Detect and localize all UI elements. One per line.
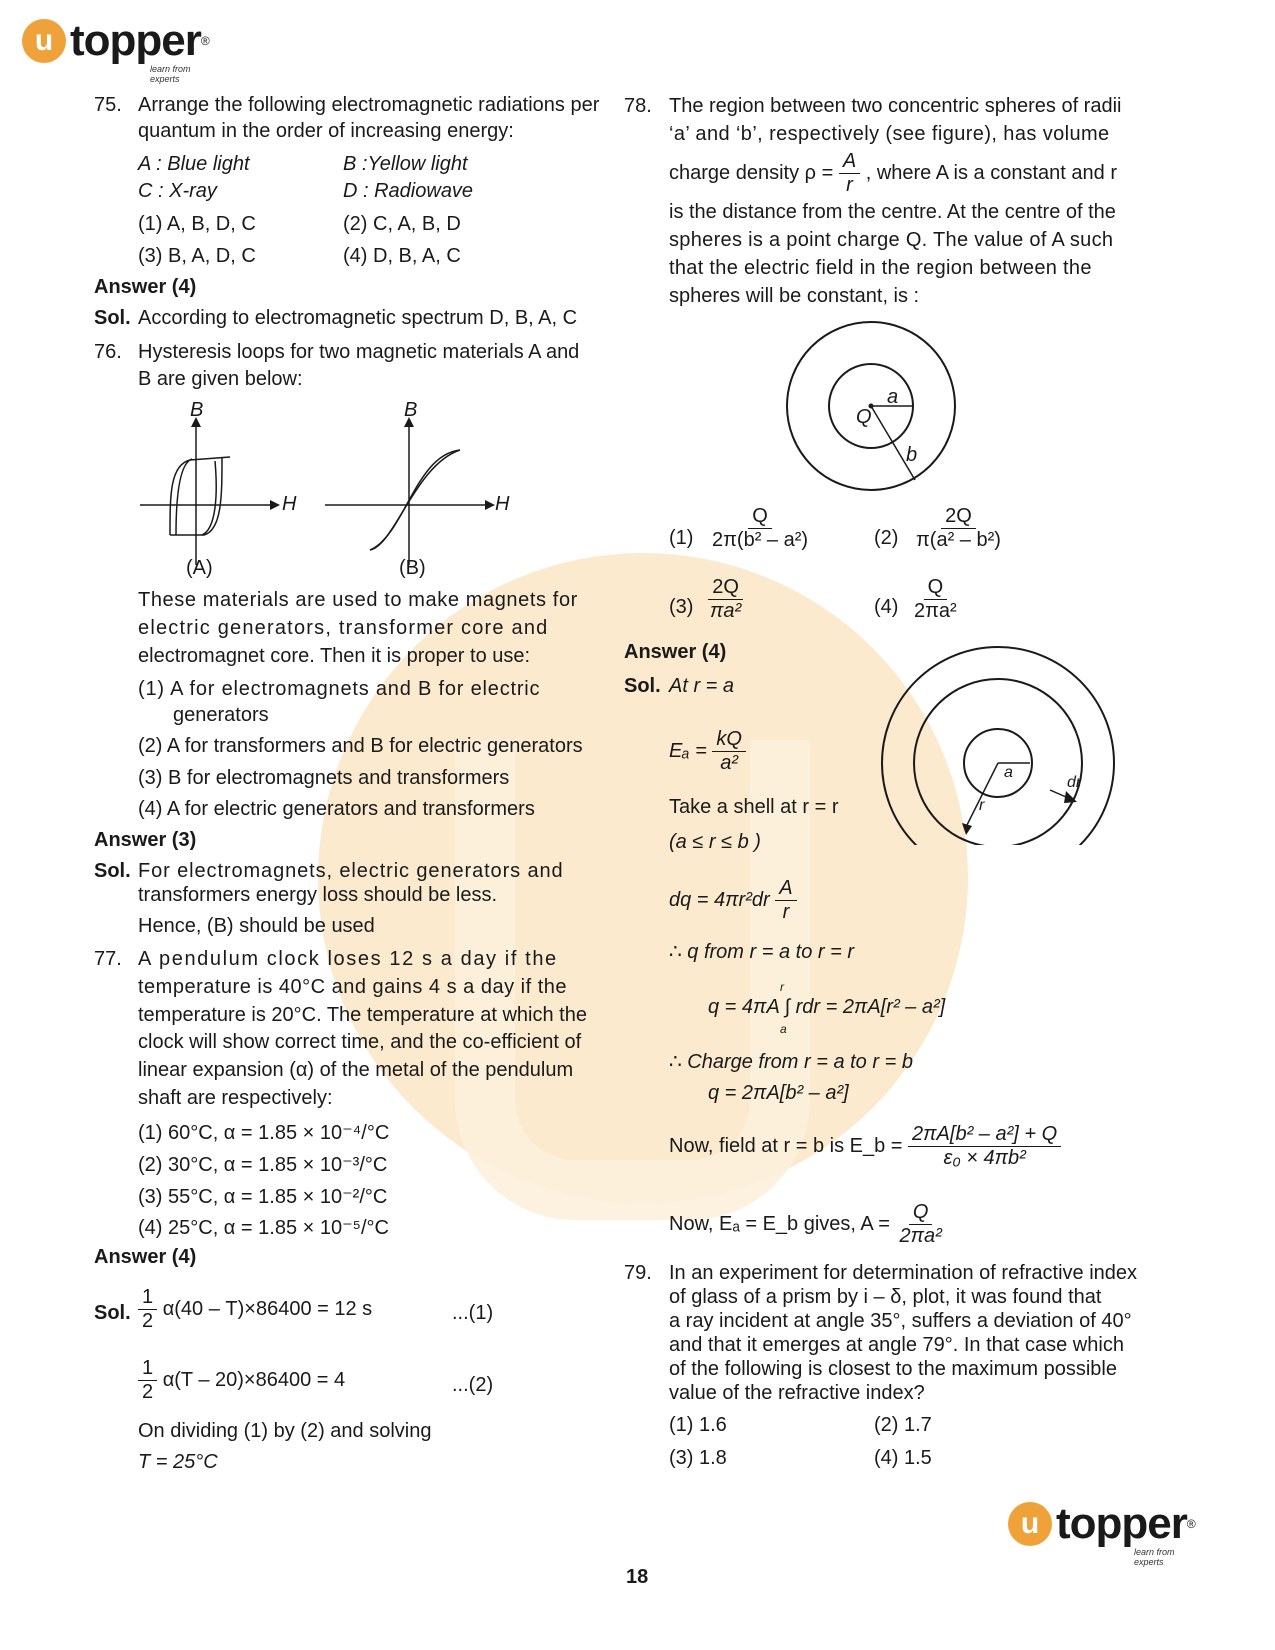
q78-l5: spheres is a point charge Q. The value of A such xyxy=(669,229,1114,251)
q76-option-2: (2) A for transformers and B for electric generators xyxy=(138,735,583,757)
q78-field xyxy=(669,1123,1061,1170)
brand-tagline-bottom: learn from experts xyxy=(1134,1547,1175,1567)
u-icon-bottom: u xyxy=(1008,1502,1052,1546)
loop-a xyxy=(140,417,280,565)
opt4-den: 2πa² xyxy=(914,600,957,622)
q76-text2: B are given below: xyxy=(138,368,303,390)
loop-b-caption: (B) xyxy=(399,557,426,579)
opt4-fraction xyxy=(910,576,961,623)
q78-option-4 xyxy=(910,576,961,623)
concentric-spheres-figure xyxy=(785,320,960,495)
q78-l4: is the distance from the centre. At the centre of the xyxy=(669,201,1116,223)
q75-option-2: (2) C, A, B, D xyxy=(343,213,461,235)
field-num: 2πA[b² – a²] + Q xyxy=(908,1123,1061,1147)
q78-option-4-tag: (4) xyxy=(874,596,899,618)
final-num: Q xyxy=(909,1201,933,1225)
brand-name: topper xyxy=(70,16,201,65)
q78-option-3-tag: (3) xyxy=(669,596,694,618)
q75-sol-label: Sol. xyxy=(94,307,131,329)
rho-fraction xyxy=(839,150,860,197)
dq-fraction xyxy=(775,877,796,924)
q78-therefore2: ∴ Charge from r = a to r = b xyxy=(669,1051,913,1073)
opt3-den: πa² xyxy=(710,600,742,622)
q77-eq2-tag: ...(2) xyxy=(452,1374,494,1396)
shell-figure xyxy=(880,645,1120,845)
topper-logo-top xyxy=(22,16,210,84)
q78-option-2 xyxy=(912,505,1005,552)
fig2-dr-label: dr xyxy=(1067,774,1082,791)
brand-reg: ® xyxy=(200,34,210,48)
fig-a-label: a xyxy=(887,386,899,408)
q75-item-b: B :Yellow light xyxy=(343,153,468,175)
loop-b xyxy=(325,417,495,565)
q77-result: T = 25°C xyxy=(138,1451,218,1473)
q78-dq xyxy=(669,877,797,924)
q77-l5: linear expansion (α) of the metal of the pendulum xyxy=(138,1059,574,1081)
final-lhs: Now, Eₐ = E_b gives, A = xyxy=(669,1212,890,1235)
q76-option-3: (3) B for electromagnets and transformers xyxy=(138,767,510,789)
fig2-a-label: a xyxy=(1004,764,1013,781)
half-num: 1 xyxy=(138,1286,157,1310)
q76-sol1: For electromagnets, electric generators and xyxy=(138,860,564,882)
q76-sol-label: Sol. xyxy=(94,860,131,882)
q79-l1: In an experiment for determination of refractive index xyxy=(669,1262,1138,1284)
q78-range: (a ≤ r ≤ b ) xyxy=(669,831,761,853)
q75-option-4: (4) D, B, A, C xyxy=(343,245,461,267)
q75-number: 75. xyxy=(94,94,122,116)
opt2-den: π(a² – b²) xyxy=(916,529,1001,551)
eq2-text: α(T – 20)×86400 = 4 xyxy=(162,1368,346,1391)
field-fraction xyxy=(908,1123,1061,1170)
fig2-r-label: r xyxy=(979,797,985,814)
loop-a-b-axis-label: B xyxy=(190,399,204,421)
q76-sol3: Hence, (B) should be used xyxy=(138,915,375,937)
q75-item-c: C : X-ray xyxy=(138,180,217,202)
q78-option-2-tag: (2) xyxy=(874,527,899,549)
dq-den: r xyxy=(782,901,790,923)
q78-shell: Take a shell at r = r xyxy=(669,796,839,818)
opt1-den: 2π(b² – a²) xyxy=(712,529,809,551)
q79-option-4: (4) 1.5 xyxy=(874,1447,932,1469)
q76-option-1b: generators xyxy=(173,704,269,726)
q78-l6: that the electric field in the region between the xyxy=(669,257,1092,279)
q78-integral: q = 4πA ∫ rdr = 2πA[r² – a²] xyxy=(708,996,946,1018)
q78-therefore1: ∴ q from r = a to r = r xyxy=(669,941,854,963)
q77-option-3: (3) 55°C, α = 1.85 × 10⁻²/°C xyxy=(138,1186,388,1208)
rho-den: r xyxy=(846,174,853,196)
q78-answer: Answer (4) xyxy=(624,641,727,663)
q77-l3: temperature is 20°C. The temperature at which the xyxy=(138,1004,587,1026)
opt2-fraction xyxy=(912,505,1005,552)
q78-l1: The region between two concentric spheres of radii xyxy=(669,95,1122,117)
loop-b-b-axis-label: B xyxy=(404,399,418,421)
loop-b-h-axis-label: H xyxy=(495,493,510,515)
q76-sol2: transformers energy loss should be less. xyxy=(138,884,498,906)
q77-l4: clock will show correct time, and the co-efficient of xyxy=(138,1031,582,1053)
eq1-text: α(40 – T)×86400 = 12 s xyxy=(162,1297,373,1320)
q76-answer: Answer (3) xyxy=(94,829,197,851)
half-fraction xyxy=(138,1286,157,1333)
q76-para3: electromagnet core. Then it is proper to use: xyxy=(138,645,531,667)
q78-sol-label: Sol. xyxy=(624,675,661,697)
q75-text1: Arrange the following electromagnetic radiations per xyxy=(138,94,600,116)
q79-l3: a ray incident at angle 35°, suffers a deviation of 40° xyxy=(669,1310,1132,1332)
q75-item-a: A : Blue light xyxy=(138,153,250,175)
q76-number: 76. xyxy=(94,341,122,363)
q78-option-3 xyxy=(706,576,745,623)
q77-number: 77. xyxy=(94,948,122,970)
opt1-fraction xyxy=(708,505,812,552)
q79-l4: and that it emerges at angle 79°. In that case which xyxy=(669,1334,1124,1356)
q78-ea xyxy=(669,728,746,775)
q76-option-4: (4) A for electric generators and transformers xyxy=(138,798,535,820)
q77-sol-label: Sol. xyxy=(94,1302,131,1324)
loop-a-caption: (A) xyxy=(186,557,213,579)
q79-option-2: (2) 1.7 xyxy=(874,1414,932,1436)
integral-lower: a xyxy=(780,1022,787,1036)
q75-item-d: D : Radiowave xyxy=(343,180,474,202)
q78-sol-at: At r = a xyxy=(669,675,735,697)
q78-number: 78. xyxy=(624,95,652,117)
q79-l5: of the following is closest to the maximum possible xyxy=(669,1358,1117,1380)
q78-final xyxy=(669,1201,946,1248)
q77-eq1-tag: ...(1) xyxy=(452,1302,494,1324)
rho-lhs: charge density ρ = xyxy=(669,161,834,184)
q77-l1: A pendulum clock loses 12 s a day if the xyxy=(138,948,558,970)
topper-logo-bottom xyxy=(1008,1499,1196,1567)
q77-option-1: (1) 60°C, α = 1.85 × 10⁻⁴/°C xyxy=(138,1122,390,1144)
q76-option-1a: (1) A for electromagnets and B for electric xyxy=(138,678,541,700)
q78-q-total: q = 2πA[b² – a²] xyxy=(708,1082,849,1104)
half-fraction-2 xyxy=(138,1357,157,1404)
fig-b-label: b xyxy=(906,444,918,466)
q76-text1: Hysteresis loops for two magnetic materials A and xyxy=(138,341,580,363)
q79-option-3: (3) 1.8 xyxy=(669,1447,727,1469)
half-den-2: 2 xyxy=(142,1381,154,1403)
brand-reg-bottom: ® xyxy=(1186,1517,1196,1531)
q75-answer: Answer (4) xyxy=(94,276,197,298)
q77-l2: temperature is 40°C and gains 4 s a day if the xyxy=(138,976,568,998)
q77-divide: On dividing (1) by (2) and solving xyxy=(138,1420,432,1442)
integral-upper: r xyxy=(780,980,784,994)
fig-q-label: Q xyxy=(856,406,872,428)
final-den: 2πa² xyxy=(899,1225,942,1247)
q78-option-1-tag: (1) xyxy=(669,527,694,549)
q76-para1: These materials are used to make magnets for xyxy=(138,589,578,611)
q75-option-1: (1) A, B, D, C xyxy=(138,213,256,235)
brand-name-bottom: topper xyxy=(1056,1499,1187,1548)
q77-eq2 xyxy=(138,1357,345,1404)
ea-den: a² xyxy=(720,752,738,774)
rho-num: A xyxy=(839,150,860,174)
u-icon: u xyxy=(22,19,66,63)
ea-num: kQ xyxy=(712,728,746,752)
q78-l7: spheres will be constant, is : xyxy=(669,285,920,307)
rho-rhs: , where A is a constant and r xyxy=(865,161,1117,184)
q77-option-2: (2) 30°C, α = 1.85 × 10⁻³/°C xyxy=(138,1154,388,1176)
opt3-num: 2Q xyxy=(708,576,743,600)
opt1-num: Q xyxy=(748,505,772,529)
brand-tagline: learn from experts xyxy=(150,64,191,84)
q77-eq1 xyxy=(138,1286,372,1333)
q75-option-3: (3) B, A, D, C xyxy=(138,245,256,267)
ea-fraction xyxy=(712,728,746,775)
half-num-2: 1 xyxy=(138,1357,157,1381)
q79-option-1: (1) 1.6 xyxy=(669,1414,727,1436)
q77-option-4: (4) 25°C, α = 1.85 × 10⁻⁵/°C xyxy=(138,1217,389,1239)
opt3-fraction xyxy=(706,576,745,623)
q78-l3 xyxy=(669,150,1117,197)
q76-para2: electric generators, transformer core and xyxy=(138,617,549,639)
q75-text2: quantum in the order of increasing energy: xyxy=(138,120,514,142)
opt4-num: Q xyxy=(924,576,948,600)
field-lhs: Now, field at r = b is E_b = xyxy=(669,1134,903,1157)
q75-solution: According to electromagnetic spectrum D, B, A, C xyxy=(138,307,578,329)
loop-a-h-axis-label: H xyxy=(282,493,297,515)
q78-option-1 xyxy=(708,505,812,552)
field-den: ε₀ × 4πb² xyxy=(943,1147,1026,1169)
dq-num: A xyxy=(775,877,796,901)
q79-number: 79. xyxy=(624,1262,652,1284)
page-number: 18 xyxy=(626,1566,649,1588)
opt2-num: 2Q xyxy=(941,505,976,529)
dq-lhs: dq = 4πr²dr xyxy=(669,888,770,911)
q78-l2: ‘a’ and ‘b’, respectively (see figure), has volume xyxy=(669,123,1110,145)
ea-lhs: Eₐ = xyxy=(669,739,707,762)
q79-l6: value of the refractive index? xyxy=(669,1382,925,1404)
q79-l2: of glass of a prism by i – δ, plot, it was found that xyxy=(669,1286,1102,1308)
q77-answer: Answer (4) xyxy=(94,1246,197,1268)
q77-l6: shaft are respectively: xyxy=(138,1087,333,1109)
final-fraction xyxy=(895,1201,945,1248)
half-den: 2 xyxy=(142,1310,154,1332)
